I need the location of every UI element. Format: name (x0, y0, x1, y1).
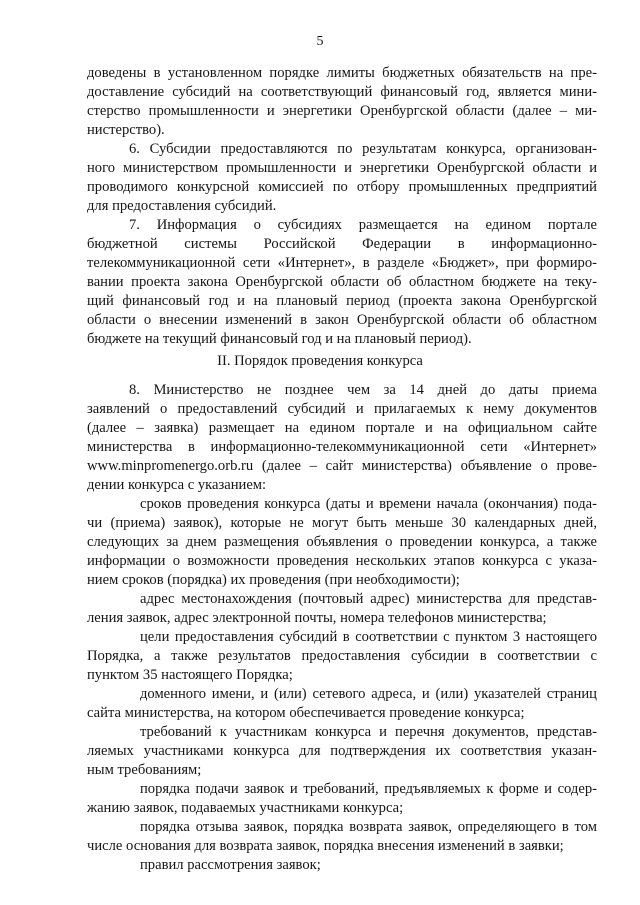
list-item-first-line: сроков проведения конкурса (даты и времени начала (окончания) пода- (140, 496, 597, 512)
text-line: Порядка, а также результатов предоставления субсидии в соответствии с (87, 648, 597, 664)
text-line: сайта министерства, на котором обеспечивается проведение конкурса; (87, 705, 525, 721)
list-item-first-line: правил рассмотрения заявок; (140, 857, 321, 873)
text-line: доставление субсидий на соответствующий финансовый год, является мини- (87, 84, 597, 100)
list-item-first-line: адрес местонахождения (почтовый адрес) министерства для представ- (140, 591, 597, 607)
paragraph-6-first-line: 6. Субсидии предоставляются по результатам конкурса, организован- (129, 141, 597, 157)
list-item-first-line: порядка отзыва заявок, порядка возврата заявок, определяющего в том (140, 819, 597, 835)
text-line: следующих за днем размещения объявления о проведении конкурса, а также (87, 534, 597, 550)
text-line: вании проекта закона Оренбургской области об областном бюджете на теку- (87, 274, 597, 290)
text-line: информации о возможности проведения нескольких этапов конкурса с указа- (87, 553, 597, 569)
paragraph-7-first-line: 7. Информация о субсидиях размещается на едином портале (129, 217, 597, 233)
text-line: ления заявок, адрес электронной почты, номера телефонов министерства; (87, 610, 547, 626)
text-line: телекоммуникационной сети «Интернет», в разделе «Бюджет», при формиро- (87, 255, 597, 271)
text-line: (далее – заявка) размещает на едином портале и на официальном сайте (87, 420, 597, 436)
text-line: дении конкурса с указанием: (87, 477, 267, 493)
text-line: доведены в установленном порядке лимиты бюджетных обязательств на пре- (87, 65, 597, 81)
text-line: жанию заявок, подаваемых участниками конкурса; (87, 800, 404, 816)
section-heading: II. Порядок проведения конкурса (217, 353, 423, 369)
list-item-first-line: цели предоставления субсидий в соответствии с пунктом 3 настоящего (140, 629, 597, 645)
page-number: 5 (316, 34, 324, 49)
text-line: стерство промышленности и энергетики Оренбургской области (далее – ми- (87, 103, 597, 119)
text-line: области о внесении изменений в закон Оренбургской области об областном (87, 312, 597, 328)
text-line: бюджете на текущий финансовый год и на плановый период). (87, 331, 472, 347)
text-line: заявлений о предоставлений субсидий и прилагаемых к нему документов (87, 401, 597, 417)
paragraph-8-first-line: 8. Министерство не позднее чем за 14 дней до даты приема (129, 382, 597, 398)
text-line: щий финансовый год и на плановый период (проекта закона Оренбургской (87, 293, 597, 309)
text-line: ного министерством промышленности и энергетики Оренбургской области и (87, 160, 597, 176)
list-item-first-line: доменного имени, и (или) сетевого адреса, и (или) указателей страниц (140, 686, 597, 702)
list-item-first-line: порядка подачи заявок и требований, предъявляемых к форме и содер- (140, 781, 597, 797)
text-line: нием сроков (порядка) их проведения (при необходимости); (87, 572, 460, 588)
list-item-first-line: требований к участникам конкурса и перечня документов, представ- (140, 724, 597, 740)
text-line: ным требованиям; (87, 762, 202, 778)
text-line: для предоставления субсидий. (87, 198, 277, 214)
text-line: пунктом 35 настоящего Порядка; (87, 667, 293, 683)
text-line: проводимого конкурсной комиссией по отбору промышленных предприятий (87, 179, 597, 195)
text-line: www.minpromenergo.orb.ru (далее – сайт министерства) объявление о прове- (87, 458, 597, 474)
text-line: нистерство). (87, 122, 165, 138)
text-line: бюджетной системы Российской Федерации в информационно- (87, 236, 597, 252)
text-line: чи (приема) заявок), которые не могут быть меньше 30 календарных дней, (87, 515, 597, 531)
text-line: министерства в информационно-телекоммуникационной сети «Интернет» (87, 439, 597, 455)
text-line: ляемых участниками конкурса для подтверждения их соответствия указан- (87, 743, 597, 759)
text-line: числе основания для возврата заявок, порядка внесения изменений в заявки; (87, 838, 564, 854)
